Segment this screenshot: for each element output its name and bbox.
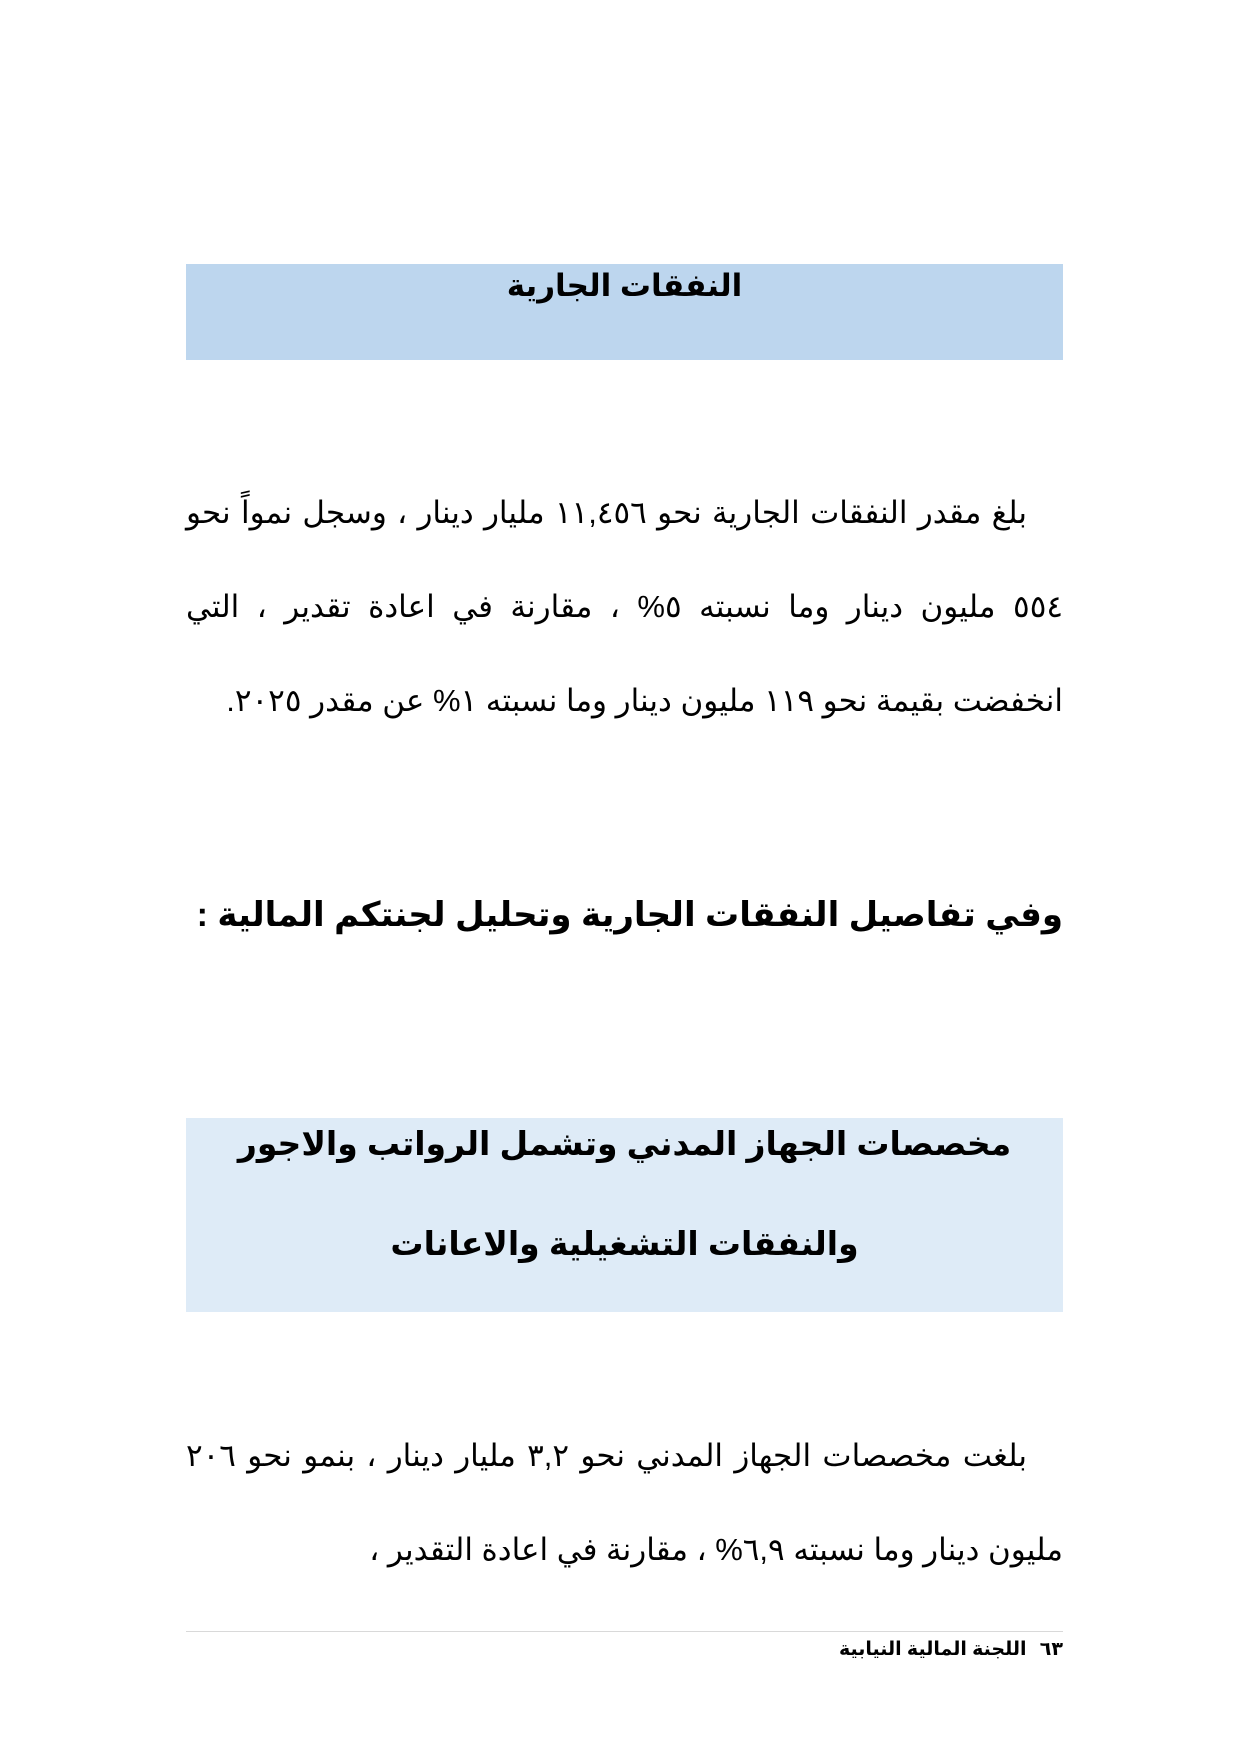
current-expenditure-text: بلغ مقدر النفقات الجارية نحو ١١,٤٥٦ مليار دينار ، وسجل نمواً نحو ٥٥٤ مليون دينار وما نسبته ٥% ، مقارنة في اعادة تقدير ، التي انخفضت بقيمة نحو ١١٩ مليون دينار وما نسبته ١% عن مقدر ٢٠٢٥.	[186, 495, 1063, 718]
footer-committee-name: اللجنة المالية النيابية	[838, 1639, 1027, 1660]
footer-divider	[186, 1631, 1063, 1632]
analysis-heading: وفي تفاصيل النفقات الجارية وتحليل لجنتكم المالية :	[196, 896, 1063, 934]
section-title-civil-allocations: مخصصات الجهاز المدني وتشمل الرواتب والاجور والنفقات التشغيلية والاعانات	[237, 1125, 1012, 1262]
civil-allocations-paragraph	[186, 1409, 1063, 1597]
page-number: ٦٣	[1039, 1639, 1063, 1660]
section-title-box-current-expenditure	[186, 264, 1063, 360]
civil-allocations-text: بلغت مخصصات الجهاز المدني نحو ٣,٢ مليار دينار ، بنمو نحو ٢٠٦ مليون دينار وما نسبته ٦,٩% ، مقارنة في اعادة التقدير ،	[186, 1438, 1063, 1567]
current-expenditure-paragraph	[186, 466, 1063, 748]
section-title-current-expenditure: النفقات الجارية	[506, 268, 743, 303]
section-title-box-civil-allocations	[186, 1118, 1063, 1312]
page-footer	[186, 1637, 1063, 1663]
